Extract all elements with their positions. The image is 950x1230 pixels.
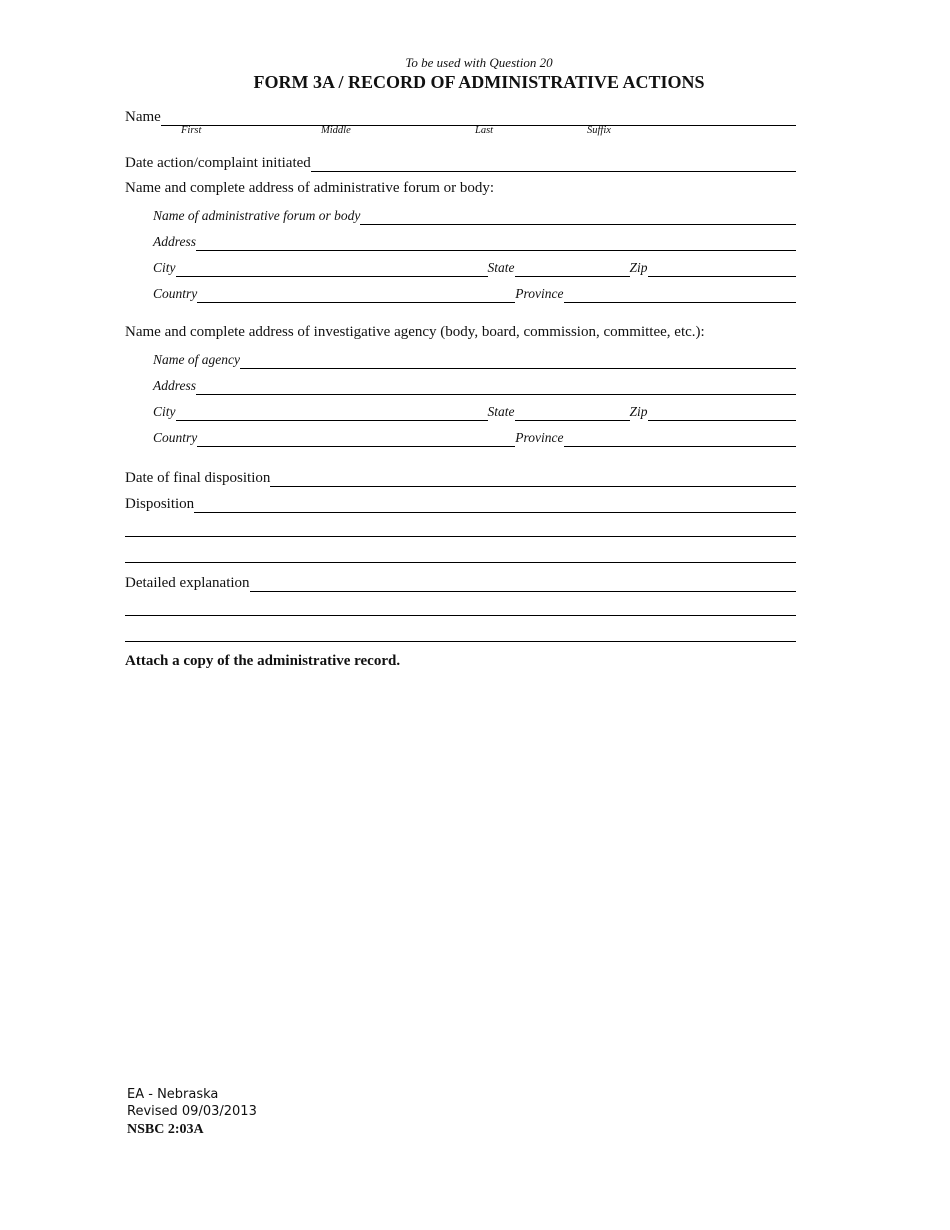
agency-province-input-line[interactable] (564, 426, 797, 447)
forum-zip-label: Zip (629, 260, 648, 275)
agency-address-label: Address (153, 378, 196, 393)
footer-state: EA - Nebraska (127, 1087, 219, 1102)
disposition-continuation-line[interactable] (125, 562, 796, 563)
forum-city-row (153, 255, 796, 277)
name-label: Name (125, 109, 161, 125)
agency-city-row (153, 399, 796, 421)
explanation-continuation-line[interactable] (125, 641, 796, 642)
agency-city-input-line[interactable] (176, 400, 488, 421)
forum-address-input-line[interactable] (196, 230, 796, 251)
forum-city-label: City (153, 260, 176, 275)
forum-address-row (153, 229, 796, 251)
forum-name-input-line[interactable] (360, 204, 796, 225)
disposition-continuation-line[interactable] (125, 536, 796, 537)
name-middle-label: Middle (321, 125, 351, 136)
explanation-row (125, 570, 796, 592)
footer-form-code: NSBC 2:03A (127, 1122, 204, 1137)
forum-heading: Name and complete address of administrative forum or body: (125, 180, 495, 196)
agency-name-row (153, 347, 796, 369)
explanation-continuation-line[interactable] (125, 615, 796, 616)
agency-city-label: City (153, 404, 176, 419)
forum-address-label: Address (153, 234, 196, 249)
agency-state-input-line[interactable] (515, 400, 630, 421)
name-last-label: Last (475, 125, 494, 136)
forum-country-row (153, 281, 796, 303)
name-row (125, 104, 796, 126)
explanation-input-line[interactable] (250, 571, 796, 592)
agency-heading: Name and complete address of investigative agency (body, board, commission, committee, etc.): (125, 324, 705, 340)
final-disposition-date-input-line[interactable] (270, 466, 796, 487)
disposition-label: Disposition (125, 496, 195, 512)
forum-province-input-line[interactable] (564, 282, 797, 303)
name-input-line[interactable] (161, 105, 796, 126)
date-initiated-input-line[interactable] (311, 151, 796, 172)
agency-address-input-line[interactable] (196, 374, 796, 395)
disposition-input-line[interactable] (194, 492, 796, 513)
form-title: FORM 3A / RECORD OF ADMINISTRATIVE ACTIONS (253, 72, 705, 92)
agency-name-label: Name of agency (153, 352, 240, 367)
agency-address-row (153, 373, 796, 395)
agency-country-input-line[interactable] (197, 426, 515, 447)
forum-name-row (153, 203, 796, 225)
final-disposition-date-label: Date of final disposition (125, 470, 271, 486)
forum-state-input-line[interactable] (515, 256, 630, 277)
form-subtitle: To be used with Question 20 (405, 55, 553, 70)
agency-province-label: Province (515, 430, 564, 445)
date-initiated-label: Date action/complaint initiated (125, 155, 311, 171)
agency-zip-label: Zip (629, 404, 648, 419)
date-initiated-row (125, 150, 796, 172)
explanation-label: Detailed explanation (125, 575, 250, 591)
agency-zip-input-line[interactable] (648, 400, 796, 421)
footer-revised: Revised 09/03/2013 (127, 1104, 257, 1119)
final-disposition-date-row (125, 465, 796, 487)
forum-country-label: Country (153, 286, 198, 301)
name-first-label: First (181, 125, 202, 136)
forum-country-input-line[interactable] (197, 282, 515, 303)
agency-name-input-line[interactable] (240, 348, 796, 369)
disposition-row (125, 491, 796, 513)
forum-province-label: Province (515, 286, 564, 301)
agency-state-label: State (487, 404, 515, 419)
forum-city-input-line[interactable] (176, 256, 488, 277)
forum-name-label: Name of administrative forum or body (153, 208, 361, 223)
agency-country-label: Country (153, 430, 198, 445)
forum-zip-input-line[interactable] (648, 256, 796, 277)
agency-country-row (153, 425, 796, 447)
attach-note: Attach a copy of the administrative record. (125, 653, 401, 669)
forum-state-label: State (487, 260, 515, 275)
name-suffix-label: Suffix (587, 125, 611, 136)
